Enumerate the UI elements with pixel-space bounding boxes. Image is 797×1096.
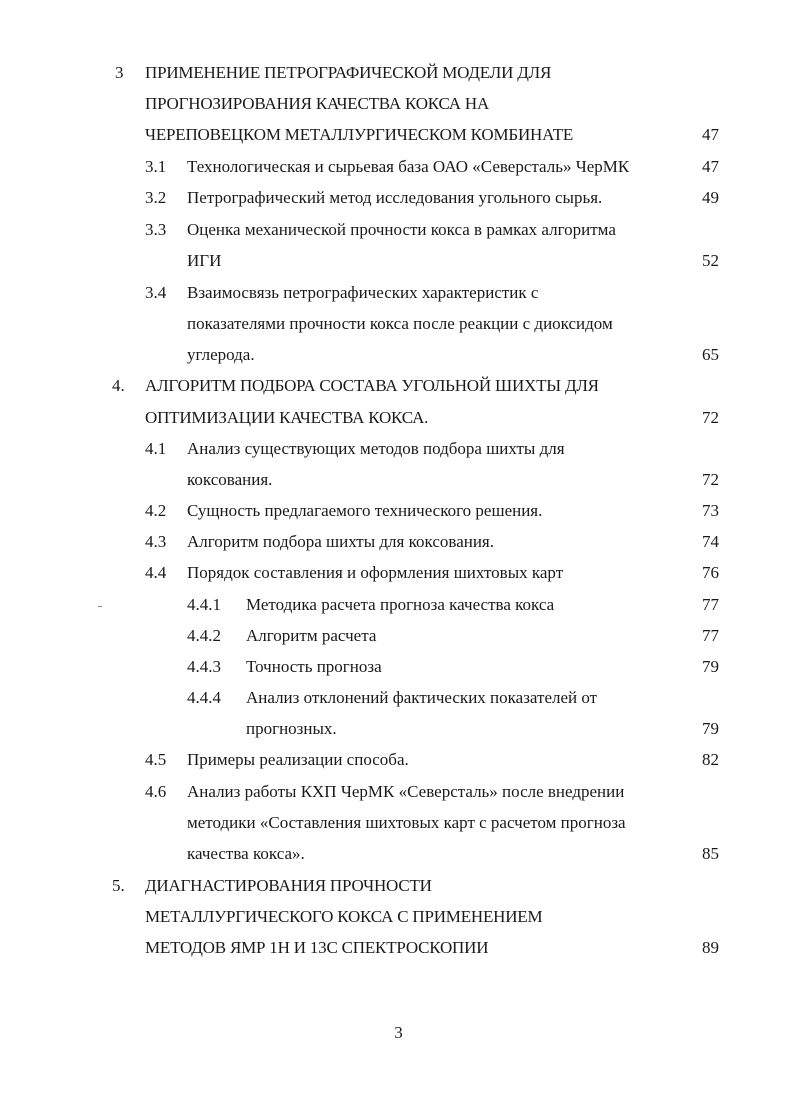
toc-number: 4.4.3 (187, 657, 221, 676)
toc-title-line: ЧЕРЕПОВЕЦКОМ МЕТАЛЛУРГИЧЕСКОМ КОМБИНАТЕ (145, 125, 574, 144)
toc-title-line: ИГИ (187, 251, 222, 270)
toc-number: 3.1 (145, 157, 167, 176)
toc-number: 4.1 (145, 439, 167, 458)
toc-title-line: Анализ отклонений фактических показателей от (246, 688, 598, 707)
toc-number: 4.2 (145, 501, 167, 520)
toc-title-line: АЛГОРИТМ ПОДБОРА СОСТАВА УГОЛЬНОЙ ШИХТЫ ДЛЯ (145, 376, 599, 395)
toc-title-line: углерода. (187, 345, 255, 364)
toc-title-line: ПРОГНОЗИРОВАНИЯ КАЧЕСТВА КОКСА НА (145, 94, 490, 113)
toc-number: 3 (115, 63, 124, 82)
toc-title-line: Точность прогноза (246, 657, 382, 676)
toc-number: 3.4 (145, 283, 167, 302)
toc-page-number: 79 (702, 657, 719, 676)
scan-speck (98, 606, 102, 607)
toc-page-number: 49 (702, 188, 719, 207)
toc-page-number: 52 (702, 251, 719, 270)
toc-page-number: 47 (702, 157, 719, 176)
toc-title-line: Порядок составления и оформления шихтовых карт (187, 563, 564, 582)
toc-number: 4. (112, 376, 125, 395)
toc-page-number: 85 (702, 844, 719, 863)
toc-number: 4.4.1 (187, 595, 221, 614)
toc-title-line: ПРИМЕНЕНИЕ ПЕТРОГРАФИЧЕСКОЙ МОДЕЛИ ДЛЯ (145, 63, 552, 82)
toc-page-number: 65 (702, 345, 719, 364)
toc-title-line: МЕТОДОВ ЯМР 1Н И 13С СПЕКТРОСКОПИИ (145, 938, 489, 957)
toc-page-number: 73 (702, 501, 719, 520)
toc-number: 5. (112, 876, 125, 895)
toc-title-line: прогнозных. (246, 719, 337, 738)
toc-page-number: 82 (702, 750, 719, 769)
toc-page-number: 77 (702, 626, 719, 645)
toc-page-number: 89 (702, 938, 719, 957)
toc-title-line: коксования. (187, 470, 273, 489)
toc-title-line: Примеры реализации способа. (187, 750, 409, 769)
toc-title-line: Оценка механической прочности кокса в рамках алгоритма (187, 220, 616, 239)
toc-title-line: ДИАГНАСТИРОВАНИЯ ПРОЧНОСТИ (145, 876, 432, 895)
toc-title-line: показателями прочности кокса после реакции с диоксидом (187, 314, 613, 333)
toc-number: 4.3 (145, 532, 167, 551)
toc-page-number: 74 (702, 532, 719, 551)
toc-title-line: Взаимосвязь петрографических характеристик с (187, 283, 539, 302)
toc-title-line: Технологическая и сырьевая база ОАО «Северсталь» ЧерМК (187, 157, 630, 176)
toc-title-line: Анализ существующих методов подбора шихты для (187, 439, 565, 458)
toc-page-number: 72 (702, 408, 719, 427)
toc-title-line: Анализ работы КХП ЧерМК «Северсталь» после внедрении (187, 782, 625, 801)
toc-title-line: Алгоритм подбора шихты для коксования. (187, 532, 495, 551)
toc-title-line: методики «Составления шихтовых карт с расчетом прогноза (187, 813, 626, 832)
toc-page-number: 76 (702, 563, 719, 582)
toc-page-number: 47 (702, 125, 719, 144)
toc-number: 3.2 (145, 188, 167, 207)
toc-number: 4.4 (145, 563, 167, 582)
footer-page-number: 3 (394, 1023, 403, 1042)
toc-number: 4.6 (145, 782, 167, 801)
toc-title-line: МЕТАЛЛУРГИЧЕСКОГО КОКСА С ПРИМЕНЕНИЕМ (145, 907, 543, 926)
toc-page-number: 72 (702, 470, 719, 489)
toc-title-line: Методика расчета прогноза качества кокса (246, 595, 555, 614)
toc-number: 3.3 (145, 220, 167, 239)
toc-title-line: качества кокса». (187, 844, 305, 863)
toc-page-number: 77 (702, 595, 719, 614)
toc-number: 4.4.2 (187, 626, 221, 645)
toc-number: 4.4.4 (187, 688, 221, 707)
toc-number: 4.5 (145, 750, 167, 769)
toc-title-line: ОПТИМИЗАЦИИ КАЧЕСТВА КОКСА. (145, 408, 429, 427)
toc-title-line: Петрографический метод исследования угольного сырья. (187, 188, 603, 207)
toc-title-line: Сущность предлагаемого технического решения. (187, 501, 543, 520)
toc-page-number: 79 (702, 719, 719, 738)
toc-title-line: Алгоритм расчета (246, 626, 377, 645)
